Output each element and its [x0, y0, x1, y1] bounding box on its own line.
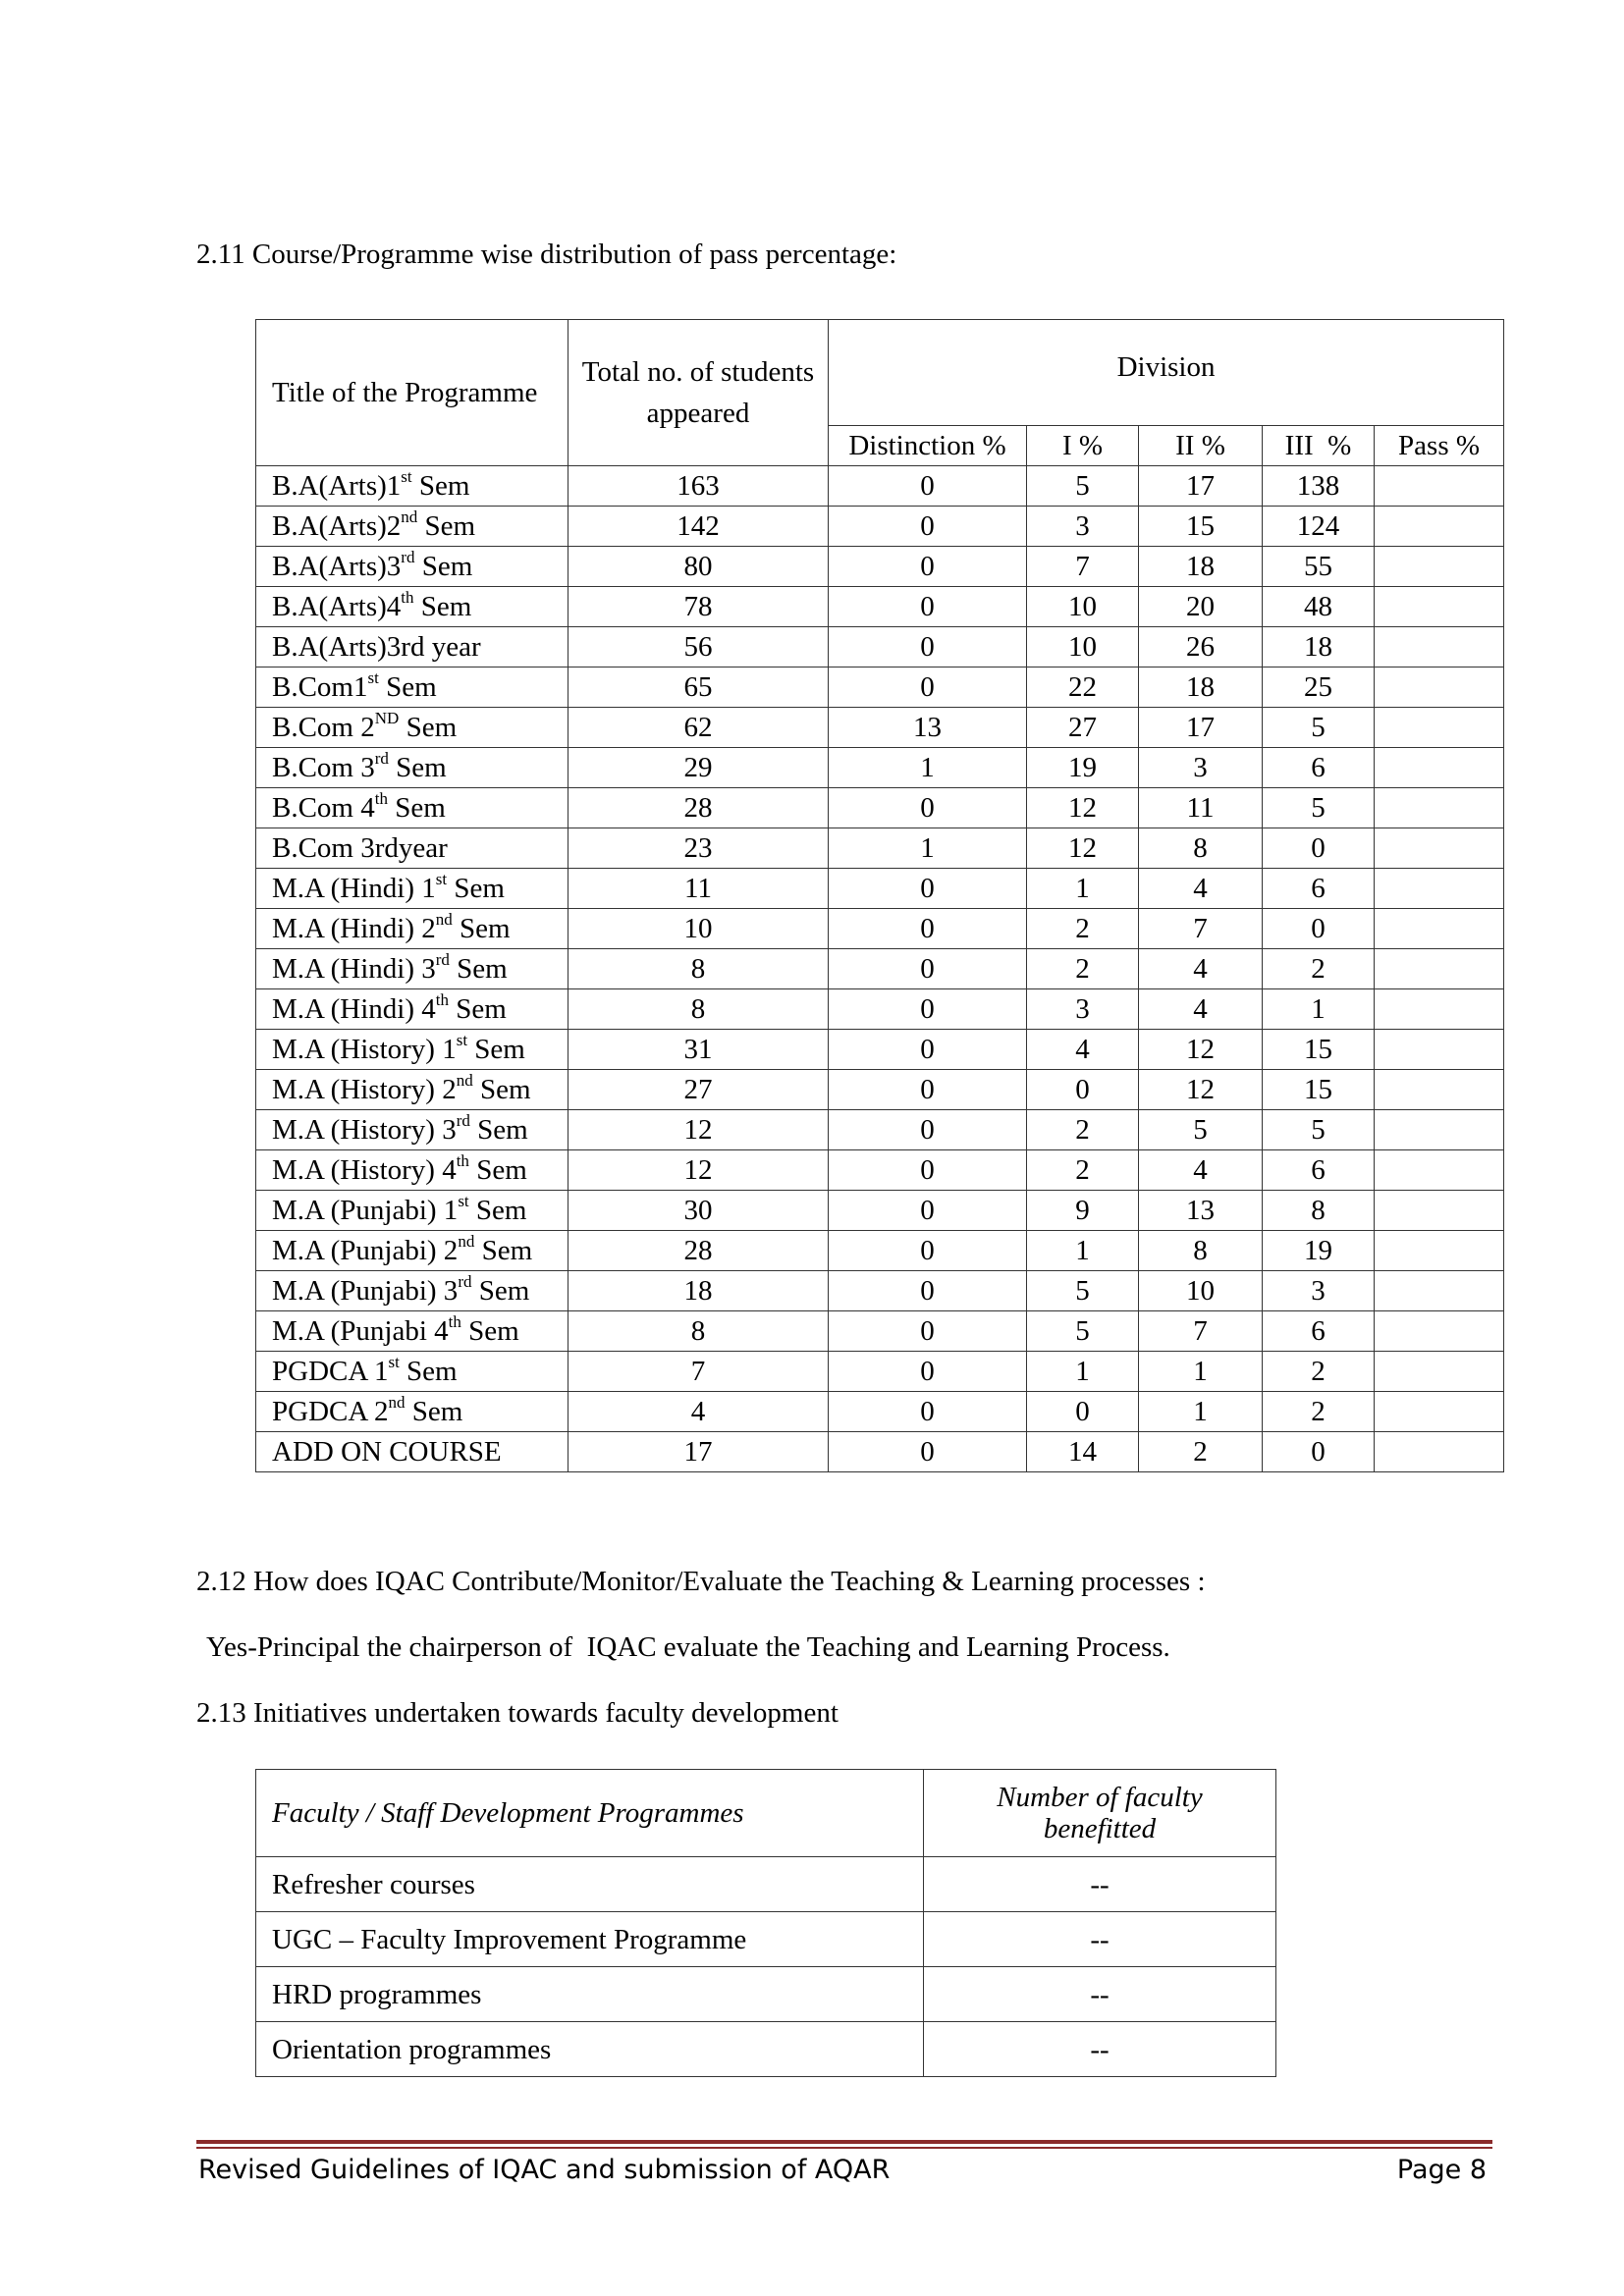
pass-cell [1375, 627, 1504, 667]
total-cell: 18 [568, 1271, 829, 1311]
pass-cell [1375, 547, 1504, 587]
third-cell: 6 [1263, 869, 1375, 909]
total-cell: 163 [568, 466, 829, 507]
programme-cell: B.A(Arts)3rd Sem [256, 547, 568, 587]
distinction-cell: 0 [829, 869, 1027, 909]
distinction-cell: 0 [829, 909, 1027, 949]
fac-programme-cell: Orientation programmes [256, 2022, 924, 2077]
first-cell: 2 [1027, 909, 1139, 949]
second-cell: 10 [1139, 1271, 1263, 1311]
pass-cell [1375, 1070, 1504, 1110]
second-cell: 18 [1139, 667, 1263, 708]
pass-cell [1375, 1392, 1504, 1432]
table-row [256, 1070, 1504, 1110]
pass-cell [1375, 1271, 1504, 1311]
table-row [256, 1231, 1504, 1271]
section-2-12-answer: Yes-Principal the chairperson of IQAC evaluate the Teaching and Learning Process. [206, 1631, 1170, 1663]
col-header-total: Total no. of students appeared [568, 320, 829, 466]
total-cell: 28 [568, 788, 829, 828]
third-cell: 2 [1263, 1352, 1375, 1392]
table-row [256, 909, 1504, 949]
total-cell: 62 [568, 708, 829, 748]
pass-percentage-table [255, 319, 1504, 1472]
second-cell: 3 [1139, 748, 1263, 788]
total-cell: 23 [568, 828, 829, 869]
third-cell: 1 [1263, 989, 1375, 1030]
first-cell: 1 [1027, 1231, 1139, 1271]
table-row [256, 828, 1504, 869]
total-cell: 78 [568, 587, 829, 627]
pass-cell [1375, 667, 1504, 708]
distinction-cell: 0 [829, 1231, 1027, 1271]
col-header-distinction: Distinction % [829, 426, 1027, 466]
table-row [256, 1967, 1276, 2022]
section-2-11-heading: 2.11 Course/Programme wise distribution of pass percentage: [196, 239, 897, 270]
first-cell: 12 [1027, 788, 1139, 828]
programme-cell: M.A (Hindi) 3rd Sem [256, 949, 568, 989]
first-cell: 1 [1027, 1352, 1139, 1392]
third-cell: 5 [1263, 788, 1375, 828]
third-cell: 15 [1263, 1030, 1375, 1070]
third-cell: 8 [1263, 1191, 1375, 1231]
fac-count-cell: -- [924, 2022, 1276, 2077]
second-cell: 17 [1139, 708, 1263, 748]
first-cell: 19 [1027, 748, 1139, 788]
faculty-development-table [255, 1769, 1276, 2077]
third-cell: 2 [1263, 1392, 1375, 1432]
table-row [256, 2022, 1276, 2077]
distinction-cell: 0 [829, 547, 1027, 587]
col-header-division: Division [829, 320, 1504, 426]
programme-cell: B.A(Arts)3rd year [256, 627, 568, 667]
third-cell: 124 [1263, 507, 1375, 547]
distinction-cell: 0 [829, 1070, 1027, 1110]
table-row [256, 1352, 1504, 1392]
first-cell: 1 [1027, 869, 1139, 909]
second-cell: 7 [1139, 909, 1263, 949]
first-cell: 5 [1027, 466, 1139, 507]
distinction-cell: 0 [829, 788, 1027, 828]
distinction-cell: 0 [829, 1191, 1027, 1231]
pass-cell [1375, 587, 1504, 627]
fac-count-cell: -- [924, 1967, 1276, 2022]
second-cell: 11 [1139, 788, 1263, 828]
table-row [256, 627, 1504, 667]
programme-cell: M.A (Punjabi) 3rd Sem [256, 1271, 568, 1311]
third-cell: 5 [1263, 1110, 1375, 1150]
total-cell: 8 [568, 989, 829, 1030]
pass-cell [1375, 1311, 1504, 1352]
distinction-cell: 0 [829, 1352, 1027, 1392]
third-cell: 3 [1263, 1271, 1375, 1311]
distinction-cell: 0 [829, 627, 1027, 667]
second-cell: 4 [1139, 989, 1263, 1030]
third-cell: 6 [1263, 1311, 1375, 1352]
table-row [256, 1912, 1276, 1967]
total-cell: 80 [568, 547, 829, 587]
col-header-third: III % [1263, 426, 1375, 466]
table-row [256, 667, 1504, 708]
first-cell: 12 [1027, 828, 1139, 869]
total-cell: 31 [568, 1030, 829, 1070]
total-cell: 27 [568, 1070, 829, 1110]
pass-cell [1375, 1352, 1504, 1392]
fac-col-header-programme: Faculty / Staff Development Programmes [256, 1770, 924, 1857]
programme-cell: M.A (Hindi) 2nd Sem [256, 909, 568, 949]
total-cell: 12 [568, 1110, 829, 1150]
table-row [256, 587, 1504, 627]
total-cell: 8 [568, 949, 829, 989]
second-cell: 4 [1139, 869, 1263, 909]
table-row [256, 708, 1504, 748]
table-row [256, 1110, 1504, 1150]
total-cell: 12 [568, 1150, 829, 1191]
distinction-cell: 1 [829, 748, 1027, 788]
programme-cell: M.A (Hindi) 4th Sem [256, 989, 568, 1030]
total-cell: 142 [568, 507, 829, 547]
total-cell: 30 [568, 1191, 829, 1231]
table-row [256, 466, 1504, 507]
first-cell: 7 [1027, 547, 1139, 587]
programme-cell: B.Com 3rd Sem [256, 748, 568, 788]
fac-programme-cell: Refresher courses [256, 1857, 924, 1912]
total-cell: 17 [568, 1432, 829, 1472]
total-cell: 7 [568, 1352, 829, 1392]
table-row [256, 1432, 1504, 1472]
programme-cell: PGDCA 1st Sem [256, 1352, 568, 1392]
table-row [256, 869, 1504, 909]
table-row [256, 989, 1504, 1030]
distinction-cell: 0 [829, 1311, 1027, 1352]
second-cell: 1 [1139, 1392, 1263, 1432]
second-cell: 18 [1139, 547, 1263, 587]
pass-cell [1375, 828, 1504, 869]
first-cell: 10 [1027, 627, 1139, 667]
table-row [256, 1191, 1504, 1231]
total-cell: 4 [568, 1392, 829, 1432]
second-cell: 12 [1139, 1070, 1263, 1110]
footer-rule [196, 2140, 1492, 2149]
second-cell: 8 [1139, 828, 1263, 869]
programme-cell: B.A(Arts)4th Sem [256, 587, 568, 627]
table-row [256, 1392, 1504, 1432]
pass-cell [1375, 748, 1504, 788]
second-cell: 15 [1139, 507, 1263, 547]
third-cell: 0 [1263, 828, 1375, 869]
programme-cell: M.A (History) 4th Sem [256, 1150, 568, 1191]
second-cell: 13 [1139, 1191, 1263, 1231]
second-cell: 26 [1139, 627, 1263, 667]
third-cell: 0 [1263, 909, 1375, 949]
pass-cell [1375, 909, 1504, 949]
second-cell: 4 [1139, 949, 1263, 989]
distinction-cell: 0 [829, 1030, 1027, 1070]
second-cell: 7 [1139, 1311, 1263, 1352]
fac-col-header-count: Number of faculty benefitted [924, 1770, 1276, 1857]
third-cell: 5 [1263, 708, 1375, 748]
third-cell: 0 [1263, 1432, 1375, 1472]
programme-cell: PGDCA 2nd Sem [256, 1392, 568, 1432]
total-cell: 29 [568, 748, 829, 788]
total-cell: 8 [568, 1311, 829, 1352]
pass-cell [1375, 1231, 1504, 1271]
pass-cell [1375, 708, 1504, 748]
pass-table-body [256, 466, 1504, 1472]
first-cell: 5 [1027, 1311, 1139, 1352]
table-row [256, 547, 1504, 587]
distinction-cell: 13 [829, 708, 1027, 748]
third-cell: 6 [1263, 1150, 1375, 1191]
second-cell: 8 [1139, 1231, 1263, 1271]
col-header-second: II % [1139, 426, 1263, 466]
col-header-pass: Pass % [1375, 426, 1504, 466]
programme-cell: ADD ON COURSE [256, 1432, 568, 1472]
first-cell: 0 [1027, 1392, 1139, 1432]
table-row [256, 1311, 1504, 1352]
programme-cell: M.A (History) 2nd Sem [256, 1070, 568, 1110]
programme-cell: B.A(Arts)2nd Sem [256, 507, 568, 547]
third-cell: 2 [1263, 949, 1375, 989]
table-row [256, 788, 1504, 828]
faculty-table-body [256, 1857, 1276, 2077]
programme-cell: M.A (Hindi) 1st Sem [256, 869, 568, 909]
second-cell: 12 [1139, 1030, 1263, 1070]
third-cell: 25 [1263, 667, 1375, 708]
third-cell: 18 [1263, 627, 1375, 667]
distinction-cell: 0 [829, 1271, 1027, 1311]
pass-cell [1375, 466, 1504, 507]
pass-cell [1375, 1150, 1504, 1191]
third-cell: 15 [1263, 1070, 1375, 1110]
table-row [256, 748, 1504, 788]
fac-count-cell: -- [924, 1857, 1276, 1912]
distinction-cell: 0 [829, 507, 1027, 547]
table-row [256, 507, 1504, 547]
total-cell: 10 [568, 909, 829, 949]
first-cell: 3 [1027, 507, 1139, 547]
first-cell: 2 [1027, 1110, 1139, 1150]
page-number: Page 8 [1396, 2155, 1487, 2185]
total-cell: 56 [568, 627, 829, 667]
distinction-cell: 0 [829, 1392, 1027, 1432]
col-header-first: I % [1027, 426, 1139, 466]
pass-cell [1375, 1110, 1504, 1150]
col-header-programme: Title of the Programme [256, 320, 568, 466]
second-cell: 5 [1139, 1110, 1263, 1150]
first-cell: 14 [1027, 1432, 1139, 1472]
pass-cell [1375, 1432, 1504, 1472]
first-cell: 3 [1027, 989, 1139, 1030]
second-cell: 20 [1139, 587, 1263, 627]
second-cell: 17 [1139, 466, 1263, 507]
first-cell: 5 [1027, 1271, 1139, 1311]
total-cell: 28 [568, 1231, 829, 1271]
pass-cell [1375, 1191, 1504, 1231]
programme-cell: M.A (History) 3rd Sem [256, 1110, 568, 1150]
table-row [256, 1271, 1504, 1311]
distinction-cell: 0 [829, 1150, 1027, 1191]
programme-cell: M.A (Punjabi 4th Sem [256, 1311, 568, 1352]
distinction-cell: 0 [829, 667, 1027, 708]
first-cell: 22 [1027, 667, 1139, 708]
table-row [256, 1150, 1504, 1191]
fac-count-cell: -- [924, 1912, 1276, 1967]
second-cell: 1 [1139, 1352, 1263, 1392]
total-cell: 65 [568, 667, 829, 708]
first-cell: 2 [1027, 949, 1139, 989]
pass-cell [1375, 1030, 1504, 1070]
programme-cell: B.Com 2ND Sem [256, 708, 568, 748]
pass-cell [1375, 507, 1504, 547]
distinction-cell: 0 [829, 466, 1027, 507]
pass-cell [1375, 869, 1504, 909]
fac-programme-cell: UGC – Faculty Improvement Programme [256, 1912, 924, 1967]
programme-cell: B.A(Arts)1st Sem [256, 466, 568, 507]
first-cell: 27 [1027, 708, 1139, 748]
fac-programme-cell: HRD programmes [256, 1967, 924, 2022]
distinction-cell: 0 [829, 1432, 1027, 1472]
total-cell: 11 [568, 869, 829, 909]
third-cell: 55 [1263, 547, 1375, 587]
third-cell: 19 [1263, 1231, 1375, 1271]
first-cell: 2 [1027, 1150, 1139, 1191]
table-row [256, 1857, 1276, 1912]
programme-cell: M.A (History) 1st Sem [256, 1030, 568, 1070]
third-cell: 138 [1263, 466, 1375, 507]
footer-title: Revised Guidelines of IQAC and submission of AQAR [198, 2155, 891, 2185]
distinction-cell: 0 [829, 989, 1027, 1030]
third-cell: 48 [1263, 587, 1375, 627]
table-row [256, 1030, 1504, 1070]
distinction-cell: 0 [829, 1110, 1027, 1150]
third-cell: 6 [1263, 748, 1375, 788]
table-row [256, 949, 1504, 989]
section-2-13-heading: 2.13 Initiatives undertaken towards faculty development [196, 1697, 839, 1729]
pass-cell [1375, 989, 1504, 1030]
second-cell: 4 [1139, 1150, 1263, 1191]
programme-cell: M.A (Punjabi) 1st Sem [256, 1191, 568, 1231]
section-2-12-heading: 2.12 How does IQAC Contribute/Monitor/Evaluate the Teaching & Learning processes : [196, 1566, 1206, 1597]
programme-cell: B.Com 4th Sem [256, 788, 568, 828]
first-cell: 10 [1027, 587, 1139, 627]
programme-cell: B.Com 3rdyear [256, 828, 568, 869]
pass-cell [1375, 788, 1504, 828]
distinction-cell: 0 [829, 949, 1027, 989]
second-cell: 2 [1139, 1432, 1263, 1472]
distinction-cell: 1 [829, 828, 1027, 869]
programme-cell: M.A (Punjabi) 2nd Sem [256, 1231, 568, 1271]
programme-cell: B.Com1st Sem [256, 667, 568, 708]
pass-cell [1375, 949, 1504, 989]
first-cell: 0 [1027, 1070, 1139, 1110]
first-cell: 9 [1027, 1191, 1139, 1231]
first-cell: 4 [1027, 1030, 1139, 1070]
distinction-cell: 0 [829, 587, 1027, 627]
